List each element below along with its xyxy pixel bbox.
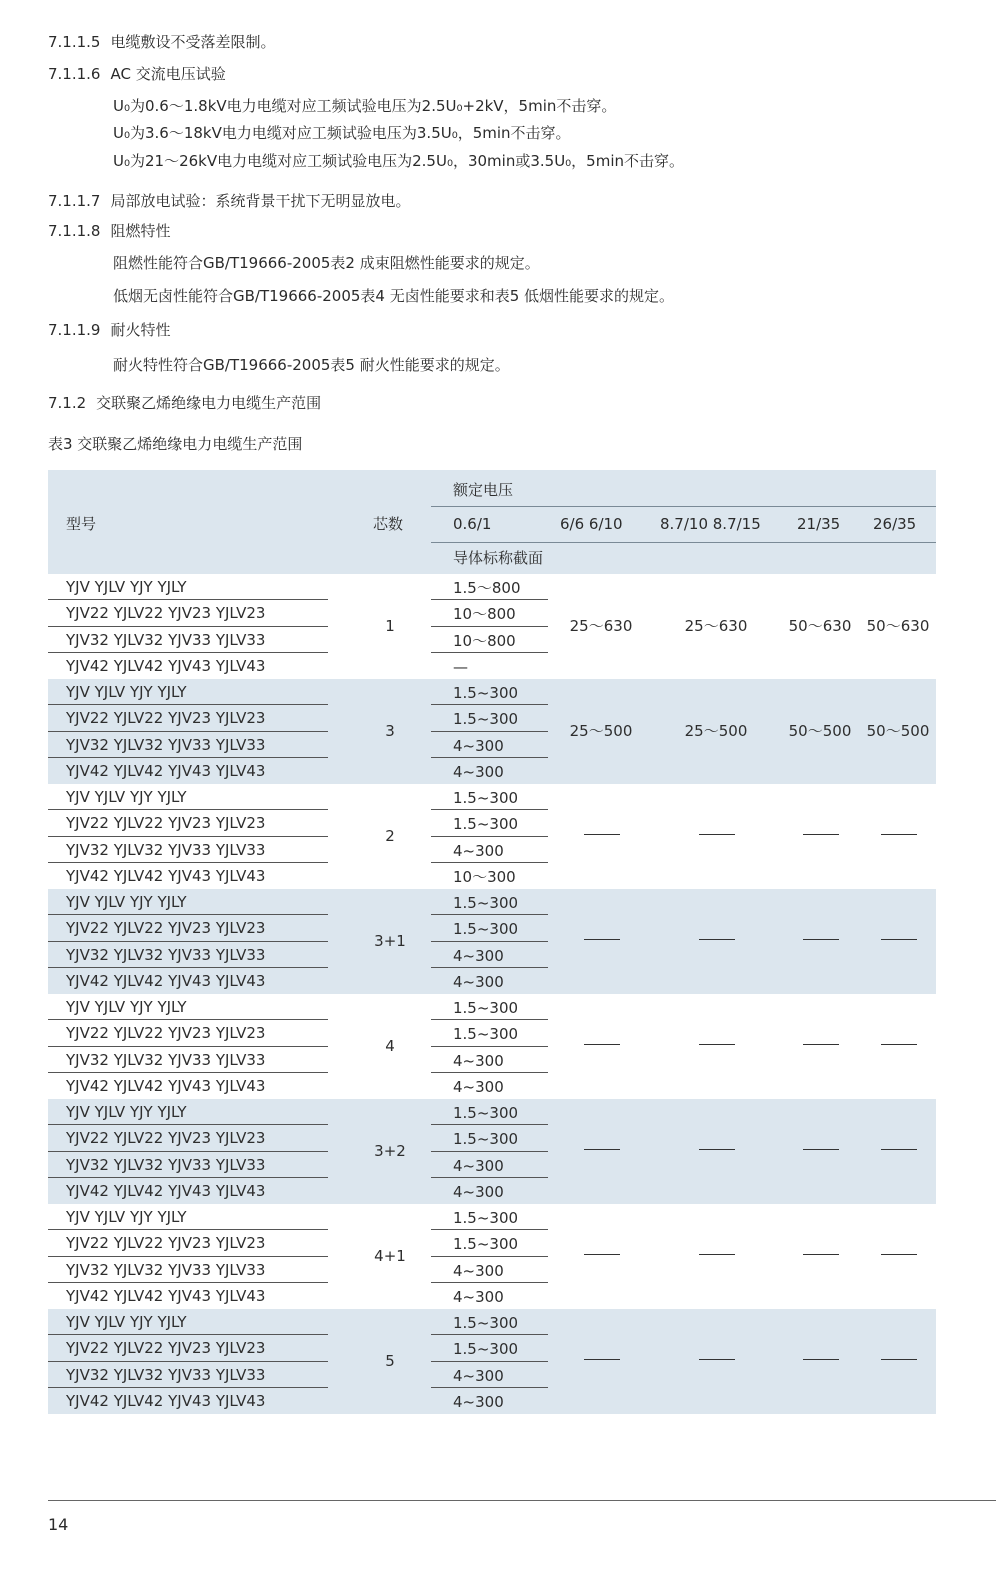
section-7-1-1-9 — [48, 320, 171, 340]
model-row-divider — [48, 862, 328, 863]
cross-section-cell: 4~300 — [453, 1366, 504, 1385]
cross-section-cell: 4~300 — [453, 1051, 504, 1070]
model-cell: YJV YJLV YJY YJLY — [66, 788, 187, 806]
model-cell: YJV42 YJLV42 YJV43 YJLV43 — [66, 1076, 266, 1095]
section-7-1-1-6 — [48, 64, 226, 84]
section-row-divider — [431, 1046, 548, 1047]
not-applicable-dash — [803, 1254, 839, 1255]
section-number: 7.1.1.6 — [48, 65, 101, 83]
range-cell: 50～630 — [788, 616, 852, 635]
section-row-divider — [431, 941, 548, 942]
not-applicable-dash — [881, 1254, 917, 1255]
cross-section-cell: 1.5~300 — [453, 1340, 519, 1359]
model-cell: YJV22 YJLV22 YJV23 YJLV23 — [66, 1339, 266, 1358]
not-applicable-dash — [803, 939, 839, 940]
not-applicable-dash — [881, 939, 917, 940]
model-cell: YJV32 YJLV32 YJV33 YJLV33 — [66, 1260, 266, 1279]
cross-section-cell: 1.5~300 — [453, 684, 519, 702]
cores-cell: 3+1 — [374, 931, 406, 950]
model-row-divider — [48, 1282, 328, 1283]
not-applicable-dash — [584, 1254, 620, 1255]
not-applicable-dash — [584, 1149, 620, 1150]
model-cell: YJV YJLV YJY YJLY — [66, 1313, 187, 1331]
model-row-divider — [48, 757, 328, 758]
cores-cell: 4+1 — [374, 1246, 406, 1265]
ac-test-line-2: U₀为3.6～18kV电力电缆对应工频试验电压为3.5U₀，5min不击穿。 — [113, 124, 571, 142]
not-applicable-dash — [584, 834, 620, 835]
model-cell: YJV YJLV YJY YJLY — [66, 578, 187, 596]
section-number: 7.1.1.9 — [48, 321, 101, 339]
model-cell: YJV YJLV YJY YJLY — [66, 893, 187, 911]
not-applicable-dash — [881, 1359, 917, 1360]
footer-divider — [48, 1500, 996, 1501]
section-title: 阻燃特性 — [110, 222, 171, 240]
model-cell: YJV42 YJLV42 YJV43 YJLV43 — [66, 1391, 266, 1410]
section-7-1-1-8 — [48, 221, 171, 241]
model-row-divider — [48, 1177, 328, 1178]
model-cell: YJV42 YJLV42 YJV43 YJLV43 — [66, 1286, 266, 1305]
header-voltage-1: 6/6 6/10 — [560, 515, 623, 533]
section-title: AC 交流电压试验 — [110, 65, 226, 83]
cores-cell: 5 — [385, 1351, 395, 1370]
section-7-1-2 — [48, 393, 321, 413]
not-applicable-dash — [803, 1359, 839, 1360]
model-cell: YJV42 YJLV42 YJV43 YJLV43 — [66, 656, 266, 675]
section-row-divider — [431, 1177, 548, 1178]
cross-section-cell: 4~300 — [453, 1287, 504, 1306]
section-title: 电缆敷设不受落差限制。 — [110, 33, 276, 51]
header-rule-bottom — [431, 542, 936, 543]
range-cell: 25～500 — [569, 721, 633, 740]
cross-section-cell: 1.5~300 — [453, 1209, 519, 1227]
not-applicable-dash — [803, 834, 839, 835]
not-applicable-dash — [881, 1044, 917, 1045]
model-cell: YJV32 YJLV32 YJV33 YJLV33 — [66, 1365, 266, 1384]
cross-section-cell: 4~300 — [453, 736, 504, 755]
section-row-divider — [431, 809, 548, 810]
cross-section-cell: 1.5~300 — [453, 1130, 519, 1149]
model-cell: YJV42 YJLV42 YJV43 YJLV43 — [66, 761, 266, 780]
not-applicable-dash — [699, 939, 735, 940]
model-row-divider — [48, 809, 328, 810]
header-voltage-3: 21/35 — [797, 515, 841, 533]
cross-section-cell: 1.5~300 — [453, 999, 519, 1017]
header-voltage-2: 8.7/10 8.7/15 — [660, 515, 761, 533]
model-cell: YJV22 YJLV22 YJV23 YJLV23 — [66, 1234, 266, 1253]
section-row-divider — [431, 967, 548, 968]
cross-section-cell: 1.5~300 — [453, 815, 519, 834]
cross-section-cell: 4~300 — [453, 1156, 504, 1175]
model-row-divider — [48, 1256, 328, 1257]
model-cell: YJV42 YJLV42 YJV43 YJLV43 — [66, 866, 266, 885]
cross-section-cell: 4~300 — [453, 1077, 504, 1096]
section-row-divider — [431, 757, 548, 758]
model-row-divider — [48, 626, 328, 627]
cross-section-cell: 4~300 — [453, 1392, 504, 1411]
cross-section-cell: 10～800 — [453, 605, 516, 624]
model-cell: YJV YJLV YJY YJLY — [66, 683, 187, 701]
section-row-divider — [431, 599, 548, 600]
not-applicable-dash — [699, 1359, 735, 1360]
model-cell: YJV32 YJLV32 YJV33 YJLV33 — [66, 735, 266, 754]
model-row-divider — [48, 704, 328, 705]
cross-section-cell: 1.5~300 — [453, 710, 519, 729]
model-cell: YJV42 YJLV42 YJV43 YJLV43 — [66, 1181, 266, 1200]
cross-section-cell: 1.5~300 — [453, 1314, 519, 1332]
not-applicable-dash — [584, 1359, 620, 1360]
model-cell: YJV22 YJLV22 YJV23 YJLV23 — [66, 814, 266, 833]
cross-section-cell: 4~300 — [453, 1261, 504, 1280]
model-cell: YJV32 YJLV32 YJV33 YJLV33 — [66, 630, 266, 649]
model-row-divider — [48, 731, 328, 732]
model-cell: YJV22 YJLV22 YJV23 YJLV23 — [66, 919, 266, 938]
section-number: 7.1.1.7 — [48, 192, 101, 210]
section-row-divider — [431, 1387, 548, 1388]
model-row-divider — [48, 1229, 328, 1230]
header-rated-voltage: 额定电压 — [453, 481, 514, 499]
model-row-divider — [48, 1019, 328, 1020]
model-row-divider — [48, 1124, 328, 1125]
cores-cell: 3+2 — [374, 1141, 406, 1160]
section-row-divider — [431, 704, 548, 705]
model-row-divider — [48, 1361, 328, 1362]
section-row-divider — [431, 1256, 548, 1257]
not-applicable-dash — [699, 1149, 735, 1150]
model-row-divider — [48, 914, 328, 915]
production-range-table — [48, 470, 936, 1416]
table-caption: 表3 交联聚乙烯绝缘电力电缆生产范围 — [48, 435, 303, 453]
model-cell: YJV32 YJLV32 YJV33 YJLV33 — [66, 1050, 266, 1069]
not-applicable-dash — [699, 1044, 735, 1045]
section-title: 局部放电试验：系统背景干扰下无明显放电。 — [110, 192, 411, 210]
section-row-divider — [431, 1229, 548, 1230]
header-voltage-0: 0.6/1 — [453, 515, 492, 533]
section-number: 7.1.1.5 — [48, 33, 101, 51]
cross-section-cell: 1.5~300 — [453, 1104, 519, 1122]
cores-cell: 3 — [385, 721, 395, 740]
model-cell: YJV32 YJLV32 YJV33 YJLV33 — [66, 945, 266, 964]
not-applicable-dash — [881, 1149, 917, 1150]
not-applicable-dash — [699, 834, 735, 835]
cross-section-cell: 1.5~300 — [453, 1025, 519, 1044]
range-cell: 25～630 — [684, 616, 748, 635]
not-applicable-dash — [584, 939, 620, 940]
model-cell: YJV YJLV YJY YJLY — [66, 1208, 187, 1226]
cross-section-cell: 1.5~300 — [453, 789, 519, 807]
section-row-divider — [431, 1124, 548, 1125]
cores-cell: 4 — [385, 1036, 395, 1055]
model-cell: YJV42 YJLV42 YJV43 YJLV43 — [66, 971, 266, 990]
model-cell: YJV32 YJLV32 YJV33 YJLV33 — [66, 1155, 266, 1174]
cores-cell: 2 — [385, 826, 395, 845]
section-row-divider — [431, 1019, 548, 1020]
section-row-divider — [431, 1361, 548, 1362]
range-cell: 25～500 — [684, 721, 748, 740]
ac-test-line-3: U₀为21～26kV电力电缆对应工频试验电压为2.5U₀，30min或3.5U₀，5min不击穿。 — [113, 152, 685, 170]
model-row-divider — [48, 967, 328, 968]
flame-retardant-line-2: 低烟无卤性能符合GB/T19666-2005表4 无卤性能要求和表5 低烟性能要求的规定。 — [113, 287, 675, 305]
cross-section-cell: 1.5~300 — [453, 1235, 519, 1254]
section-title: 耐火特性 — [110, 321, 171, 339]
cross-section-cell: 1.5~300 — [453, 894, 519, 912]
not-applicable-dash — [881, 834, 917, 835]
range-cell: 50～500 — [866, 721, 930, 740]
model-cell: YJV22 YJLV22 YJV23 YJLV23 — [66, 604, 266, 623]
section-title: 交联聚乙烯绝缘电力电缆生产范围 — [96, 394, 322, 412]
section-row-divider — [431, 1072, 548, 1073]
header-model: 型号 — [66, 515, 97, 533]
fire-resistance-line: 耐火特性符合GB/T19666-2005表5 耐火性能要求的规定。 — [113, 356, 510, 374]
section-row-divider — [431, 731, 548, 732]
section-row-divider — [431, 836, 548, 837]
section-7-1-1-7 — [48, 191, 411, 211]
model-row-divider — [48, 1046, 328, 1047]
model-row-divider — [48, 1387, 328, 1388]
not-applicable-dash — [699, 1254, 735, 1255]
model-cell: YJV22 YJLV22 YJV23 YJLV23 — [66, 1129, 266, 1148]
section-row-divider — [431, 652, 548, 653]
section-row-divider — [431, 862, 548, 863]
page-number: 14 — [48, 1515, 69, 1534]
model-row-divider — [48, 836, 328, 837]
section-row-divider — [431, 914, 548, 915]
not-applicable-dash — [584, 1044, 620, 1045]
model-cell: YJV YJLV YJY YJLY — [66, 1103, 187, 1121]
cross-section-cell: 1.5~300 — [453, 920, 519, 939]
model-row-divider — [48, 652, 328, 653]
model-row-divider — [48, 1072, 328, 1073]
cross-section-cell: 1.5～800 — [453, 579, 521, 597]
header-rule-top — [431, 506, 936, 507]
cross-section-cell: 4~300 — [453, 1182, 504, 1201]
cross-section-cell: 10～300 — [453, 867, 516, 886]
cross-section-cell: 10～800 — [453, 631, 516, 650]
cross-section-cell: 4~300 — [453, 762, 504, 781]
cores-cell: 1 — [385, 616, 395, 635]
not-applicable-dash — [803, 1149, 839, 1150]
model-cell: YJV32 YJLV32 YJV33 YJLV33 — [66, 840, 266, 859]
section-row-divider — [431, 1282, 548, 1283]
model-cell: YJV22 YJLV22 YJV23 YJLV23 — [66, 1024, 266, 1043]
model-row-divider — [48, 1334, 328, 1335]
header-cross-section: 导体标称截面 — [453, 549, 544, 567]
model-cell: YJV22 YJLV22 YJV23 YJLV23 — [66, 709, 266, 728]
cross-section-cell: 4~300 — [453, 946, 504, 965]
section-number: 7.1.1.8 — [48, 222, 101, 240]
header-voltage-4: 26/35 — [873, 515, 917, 533]
cross-section-cell: 4~300 — [453, 972, 504, 991]
header-cores: 芯数 — [373, 515, 404, 533]
ac-test-line-1: U₀为0.6～1.8kV电力电缆对应工频试验电压为2.5U₀+2kV，5min不击穿。 — [113, 97, 617, 115]
section-number: 7.1.2 — [48, 394, 87, 412]
model-row-divider — [48, 941, 328, 942]
not-applicable-dash — [803, 1044, 839, 1045]
section-row-divider — [431, 1334, 548, 1335]
range-cell: 50～630 — [866, 616, 930, 635]
range-cell: 50～500 — [788, 721, 852, 740]
range-cell: 25～630 — [569, 616, 633, 635]
model-cell: YJV YJLV YJY YJLY — [66, 998, 187, 1016]
section-7-1-1-5 — [48, 32, 276, 52]
model-row-divider — [48, 599, 328, 600]
cross-section-cell: 4~300 — [453, 841, 504, 860]
model-row-divider — [48, 1151, 328, 1152]
cross-section-cell: — — [453, 657, 468, 676]
section-row-divider — [431, 1151, 548, 1152]
section-row-divider — [431, 626, 548, 627]
flame-retardant-line-1: 阻燃性能符合GB/T19666-2005表2 成束阻燃性能要求的规定。 — [113, 254, 540, 272]
